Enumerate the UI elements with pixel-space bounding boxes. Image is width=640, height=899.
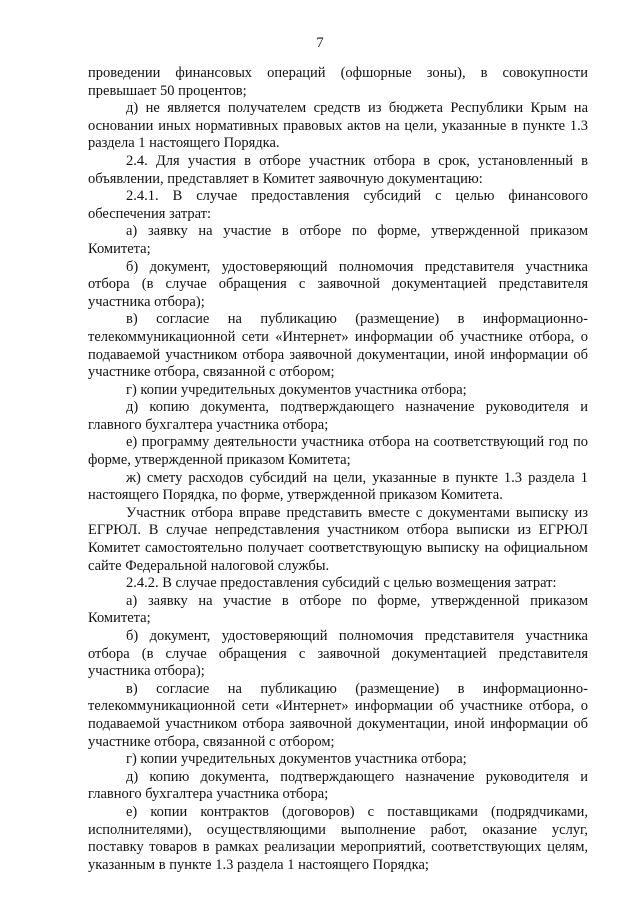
page-number: 7: [316, 35, 324, 51]
document-body: [88, 65, 588, 874]
paragraph-2-4-2-item-v: в) согласие на публикацию (размещение) в информационно-телекоммуникационной сети «Интернет» информации об участнике отбора, о подаваемой участником отбора заявочной документации, иной информации об участнике отбора, связанной с отбором;: [88, 680, 588, 750]
paragraph-2-4-2-item-g: г) копии учредительных документов участника отбора;: [126, 751, 467, 768]
paragraph-section-2-4-2: 2.4.2. В случае предоставления субсидий с целью возмещения затрат:: [126, 575, 557, 592]
paragraph-2-4-2-item-b: б) документ, удостоверяющий полномочия представителя участника отбора (в случае обращения с заявочной документацией представителя участника отбора);: [88, 628, 588, 680]
paragraph-2-4-2-item-e: е) копии контрактов (договоров) с поставщиками (подрядчиками, исполнителями), осуществляющими выполнение работ, оказание услуг, поставку товаров в рамках реализации мероприятий, соответствующих целям, указанным в пункте 1.3 раздела 1 настоящего Порядка;: [88, 803, 588, 873]
paragraph-2-4-2-item-a: а) заявку на участие в отборе по форме, утвержденной приказом Комитета;: [88, 592, 588, 627]
paragraph-section-2-4: 2.4. Для участия в отборе участник отбора в срок, установленный в объявлении, представляет в Комитет заявочную документацию:: [88, 152, 588, 187]
paragraph-item-d-budget: д) не является получателем средств из бюджета Республики Крым на основании иных нормативных правовых актов на цели, указанные в пункте 1.3 раздела 1 настоящего Порядка.: [88, 100, 588, 152]
paragraph-2-4-1-item-d: д) копию документа, подтверждающего назначение руководителя и главного бухгалтера участника отбора;: [88, 399, 588, 433]
paragraph-2-4-1-item-v: в) согласие на публикацию (размещение) в информационно-телекоммуникационной сети «Интернет» информации об участнике отбора, о подаваемой участником отбора заявочной документации, иной информации об участнике отбора, связанной с отбором;: [88, 311, 588, 381]
paragraph-2-4-1-item-a: а) заявку на участие в отборе по форме, утвержденной приказом Комитета;: [88, 223, 588, 257]
paragraph-offshore-continuation: проведении финансовых операций (офшорные зоны), в совокупности превышает 50 процентов;: [88, 65, 588, 99]
paragraph-2-4-1-item-zh: ж) смету расходов субсидий на цели, указанные в пункте 1.3 раздела 1 настоящего Порядка, по форме, утвержденной приказом Комитета.: [88, 469, 588, 504]
paragraph-egrul-note: Участник отбора вправе представить вместе с документами выписку из ЕГРЮЛ. В случае непредставления участником отбора выписки из ЕГРЮЛ Комитет самостоятельно получает соответствующую выписку на официальном сайте Федеральной налоговой службы.: [88, 504, 588, 574]
paragraph-2-4-1-item-e: е) программу деятельности участника отбора на соответствующий год по форме, утвержденной приказом Комитета;: [88, 434, 588, 469]
paragraph-2-4-2-item-d: д) копию документа, подтверждающего назначение руководителя и главного бухгалтера участника отбора;: [88, 768, 588, 803]
paragraph-2-4-1-item-g: г) копии учредительных документов участника отбора;: [126, 381, 467, 398]
paragraph-section-2-4-1: 2.4.1. В случае предоставления субсидий с целью финансового обеспечения затрат:: [88, 188, 588, 222]
paragraph-2-4-1-item-b: б) документ, удостоверяющий полномочия представителя участника отбора (в случае обращения с заявочной документацией представителя участника отбора);: [88, 258, 588, 310]
